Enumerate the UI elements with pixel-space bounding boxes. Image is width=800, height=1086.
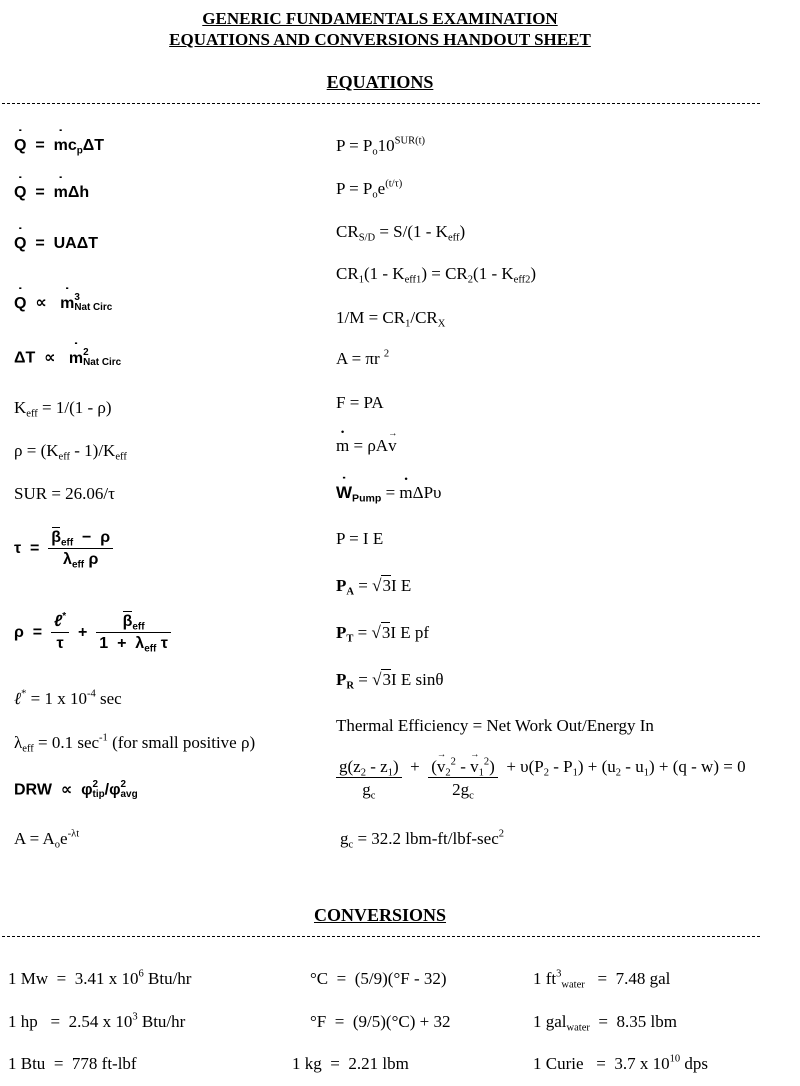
eq-force: F = PA xyxy=(336,393,384,412)
eq-elec-power: P = I E xyxy=(336,529,384,548)
eq-heat-natcirc: ˙ Q ∝ ˙ m 3 Nat Circ xyxy=(14,293,112,314)
eq-multiplication: $1/M = CR_1/CR_X$ xyxy=(336,308,446,330)
eq-power-period: $P = P_oe^{(t/\tau)}$ xyxy=(336,178,403,201)
eq-dt-natcirc: ΔT ∝ ˙ m 2 Nat Circ xyxy=(14,348,121,369)
eq-heat-cp: ˙ Q = ˙ $mc_p\Delta T$ xyxy=(14,138,104,154)
gc-units: 32.2 lbm-ft/lbf-sec xyxy=(371,829,499,848)
conv-fahrenheit: °F = (9/5)(°C) + 32 xyxy=(310,1012,451,1031)
eq-heat-enthalpy: ˙ Q = ˙ mΔh xyxy=(14,185,89,201)
eq-period: τ = $\frac{\beta_{eff} - \rho}{\lambda_{eff} \rho}$ xyxy=(14,530,113,568)
eq-cr-sd: $CR_{S/D} = S/(1 - K_{eff})$ xyxy=(336,222,466,244)
conversions-divider xyxy=(2,936,760,937)
eq-true-power: $P_T$ = √ 3I E pf xyxy=(336,624,429,641)
page-title xyxy=(0,8,760,50)
eq-cr-ratio: $CR_1(1 - K_{eff1}) = CR_2(1 - K_{eff2})$ xyxy=(336,264,537,286)
conv-btu: 1 Btu = 778 ft-lbf xyxy=(8,1054,137,1073)
eq-sur: SUR = 26.06/τ xyxy=(14,484,115,503)
eq-keff: $K_{eff} = 1/(1 - \rho)$ xyxy=(14,398,112,420)
eq-lstar: ℓ* = 1 x $10^{-4}$ sec xyxy=(14,688,122,708)
eq-heat-ua: ˙ Q = UAΔT xyxy=(14,236,98,252)
eq-rho-period: ρ = $\frac{\ell^*}{\tau}$ + $\frac{\beta_{eff}}{1 + \lambda_{eff} \tau}$ xyxy=(14,614,171,652)
eq-apparent-power: $P_A$ = √ 3I E xyxy=(336,577,411,594)
eq-reactive-power: $P_R$ = √ 3I E sinθ xyxy=(336,671,443,688)
eq-power-sur: $P = P_o10^{SUR(t)}$ xyxy=(336,135,426,158)
eq-thermal-efficiency: Thermal Efficiency = Net Work Out/Energy In xyxy=(336,716,654,735)
conv-gal: 1 gal$_{water}$ = 8.35 lbm xyxy=(533,1012,677,1034)
conv-curie: 1 Curie = 3.7 x $10^{10}$ dps xyxy=(533,1053,709,1073)
conv-hp: 1 hp = 2.54 x $10^3$ Btu/hr xyxy=(8,1011,186,1031)
eq-area: A = πr $^2$ xyxy=(336,348,390,368)
conv-kg: 1 kg = 2.21 lbm xyxy=(292,1054,409,1073)
eq-energy-balance: $\frac{g(z_2 - z_1)}{g_c}$ + $\frac{(\to v_2^2 - \to v_1^2)}{2g_c}$ + $\upsilon(P_2 - P_1) + (u_2 - u_1) + (q - w) = 0$ xyxy=(336,758,746,798)
equations-divider xyxy=(2,103,760,104)
lambda-note: (for small positive ρ) xyxy=(112,733,256,752)
conv-celsius: °C = (5/9)(°F - 32) xyxy=(310,969,447,988)
eq-mass-flow: ˙ m = ρA→ v xyxy=(336,437,397,454)
conv-mw: 1 Mw = 3.41 x $10^6$ Btu/hr xyxy=(8,968,192,988)
eq-reactivity: $\rho = (K_{eff} - 1)/K_{eff}$ xyxy=(14,441,127,463)
eq-drw: DRW ∝ φ 2 tip /φ 2 avg xyxy=(14,779,138,801)
eq-lambda: $\lambda_{eff} = 0.1$ $\sec^{-1} (for$ small positive ρ) xyxy=(14,732,256,755)
eq-decay: $A = A_oe^{-\lambda t}$ xyxy=(14,828,80,851)
eq-gc: $g_c = 32.2$ lbm-$ft/lbf-\sec^2$ xyxy=(340,828,505,851)
eq-pump-work: ˙ $W_{Pump}$ = ˙ mΔPυ xyxy=(336,484,441,501)
conv-ft3: 1 $ft^3_{water} = 7.48$ gal xyxy=(533,968,671,991)
equations-heading: EQUATIONS xyxy=(326,72,434,92)
title-line-2: EQUATIONS AND CONVERSIONS HANDOUT SHEET xyxy=(169,30,591,49)
title-line-1: GENERIC FUNDAMENTALS EXAMINATION xyxy=(202,9,558,28)
conversions-heading: CONVERSIONS xyxy=(313,905,447,925)
